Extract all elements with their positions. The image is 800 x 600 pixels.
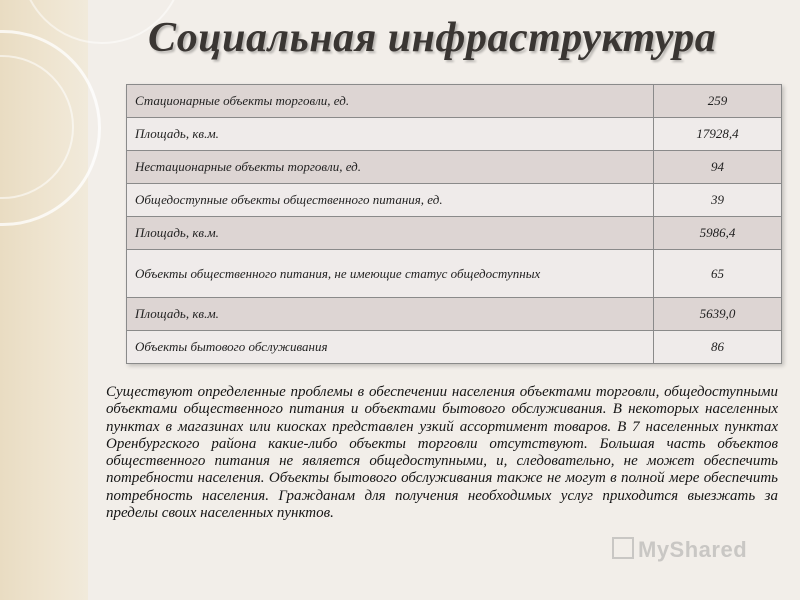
table-cell-label: Площадь, кв.м. [127, 118, 654, 151]
table-cell-label: Площадь, кв.м. [127, 298, 654, 331]
watermark-text: MyShared [638, 537, 748, 562]
table-cell-value: 65 [654, 250, 782, 298]
table-row [127, 151, 782, 184]
infrastructure-table [126, 84, 782, 364]
table-row [127, 298, 782, 331]
description-paragraph: Существуют определенные проблемы в обеспечении населения объектами торговли, общедоступными объектами общественного питания и объектами бытового обслуживания. В некоторых населенных пунктах в магазинах или киосках представлен узкий ассортимент товаров. В 7 населенных пунктах Оренбургского района какие-либо объекты торговли отсутствуют. Большая часть объектов общественного питания не является общедоступными, и, следовательно, не может обеспечить потребности населения. Объекты бытового обслуживания также не могут в полной мере обеспечить потребность населения. Гражданам для получения необходимых услуг приходится выезжать за пределы своих населенных пунктов. [106, 384, 778, 522]
table-row [127, 250, 782, 298]
table-cell-value: 5639,0 [654, 298, 782, 331]
watermark [612, 537, 747, 563]
table-cell-label: Стационарные объекты торговли, ед. [127, 85, 654, 118]
table-cell-value: 94 [654, 151, 782, 184]
table-cell-value: 5986,4 [654, 217, 782, 250]
table-cell-label: Нестационарные объекты торговли, ед. [127, 151, 654, 184]
table-cell-label: Площадь, кв.м. [127, 217, 654, 250]
table-row [127, 217, 782, 250]
table-cell-label: Общедоступные объекты общественного питания, ед. [127, 184, 654, 217]
table-cell-label: Объекты бытового обслуживания [127, 331, 654, 364]
left-decorative-strip [0, 0, 88, 600]
table-row [127, 118, 782, 151]
table-row [127, 331, 782, 364]
table-cell-value: 17928,4 [654, 118, 782, 151]
table-cell-value: 39 [654, 184, 782, 217]
table-cell-value: 86 [654, 331, 782, 364]
watermark-logo-icon [612, 537, 634, 559]
table-cell-label: Объекты общественного питания, не имеющие статус общедоступных [127, 250, 654, 298]
slide-title: Социальная инфраструктура [148, 15, 717, 61]
table-cell-value: 259 [654, 85, 782, 118]
table-row [127, 184, 782, 217]
table-row [127, 85, 782, 118]
